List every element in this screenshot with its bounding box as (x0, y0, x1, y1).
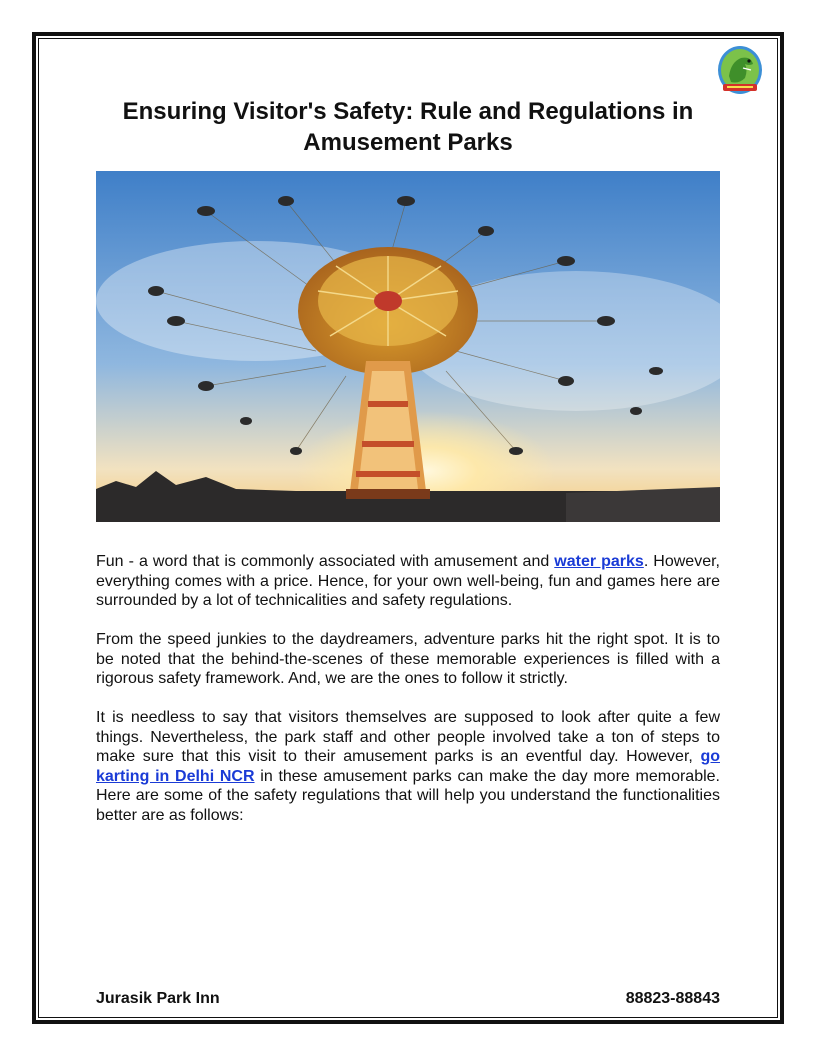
page-title: Ensuring Visitor's Safety: Rule and Regulations in Amusement Parks (122, 98, 694, 156)
paragraph-3-text-end: in these amusement parks can make the day more memorable. Here are some of the safety regulations that will help you understand the functionalities better are as follows: (96, 767, 720, 824)
footer-company-name: Jurasik Park Inn (96, 990, 220, 1007)
paragraph-2: From the speed junkies to the daydreamers, adventure parks hit the right spot. It is to be noted that the behind-the-scenes of these memorable experiences is filled with a rigorous safety framework. And, we are the ones to follow it strictly. (96, 631, 720, 687)
paragraph-1-text-end: . However, everything comes with a price. Hence, for your own well-being, fun and games here are surrounded by a lot of technicalities and safety regulations. (96, 553, 720, 609)
footer-phone-number: 88823-88843 (625, 990, 720, 1007)
article-body (96, 552, 720, 845)
water-parks-link[interactable]: water parks (554, 553, 644, 570)
go-karting-link[interactable]: go karting in Delhi NCR (96, 748, 720, 785)
paragraph-3-text-start: It is needless to say that visitors themselves are supposed to look after quite a few things. Nevertheless, the park staff and other people involved take a ton of steps to make sure that this visit to their amusement parks is an eventful day. However, (96, 709, 720, 765)
paragraph-3 (96, 708, 720, 825)
paragraph-1 (96, 552, 720, 611)
dinosaur-logo-icon (715, 44, 765, 96)
swing-carousel-photo (96, 171, 720, 522)
paragraph-1-text-start: Fun - a word that is commonly associated with amusement and (96, 553, 555, 570)
